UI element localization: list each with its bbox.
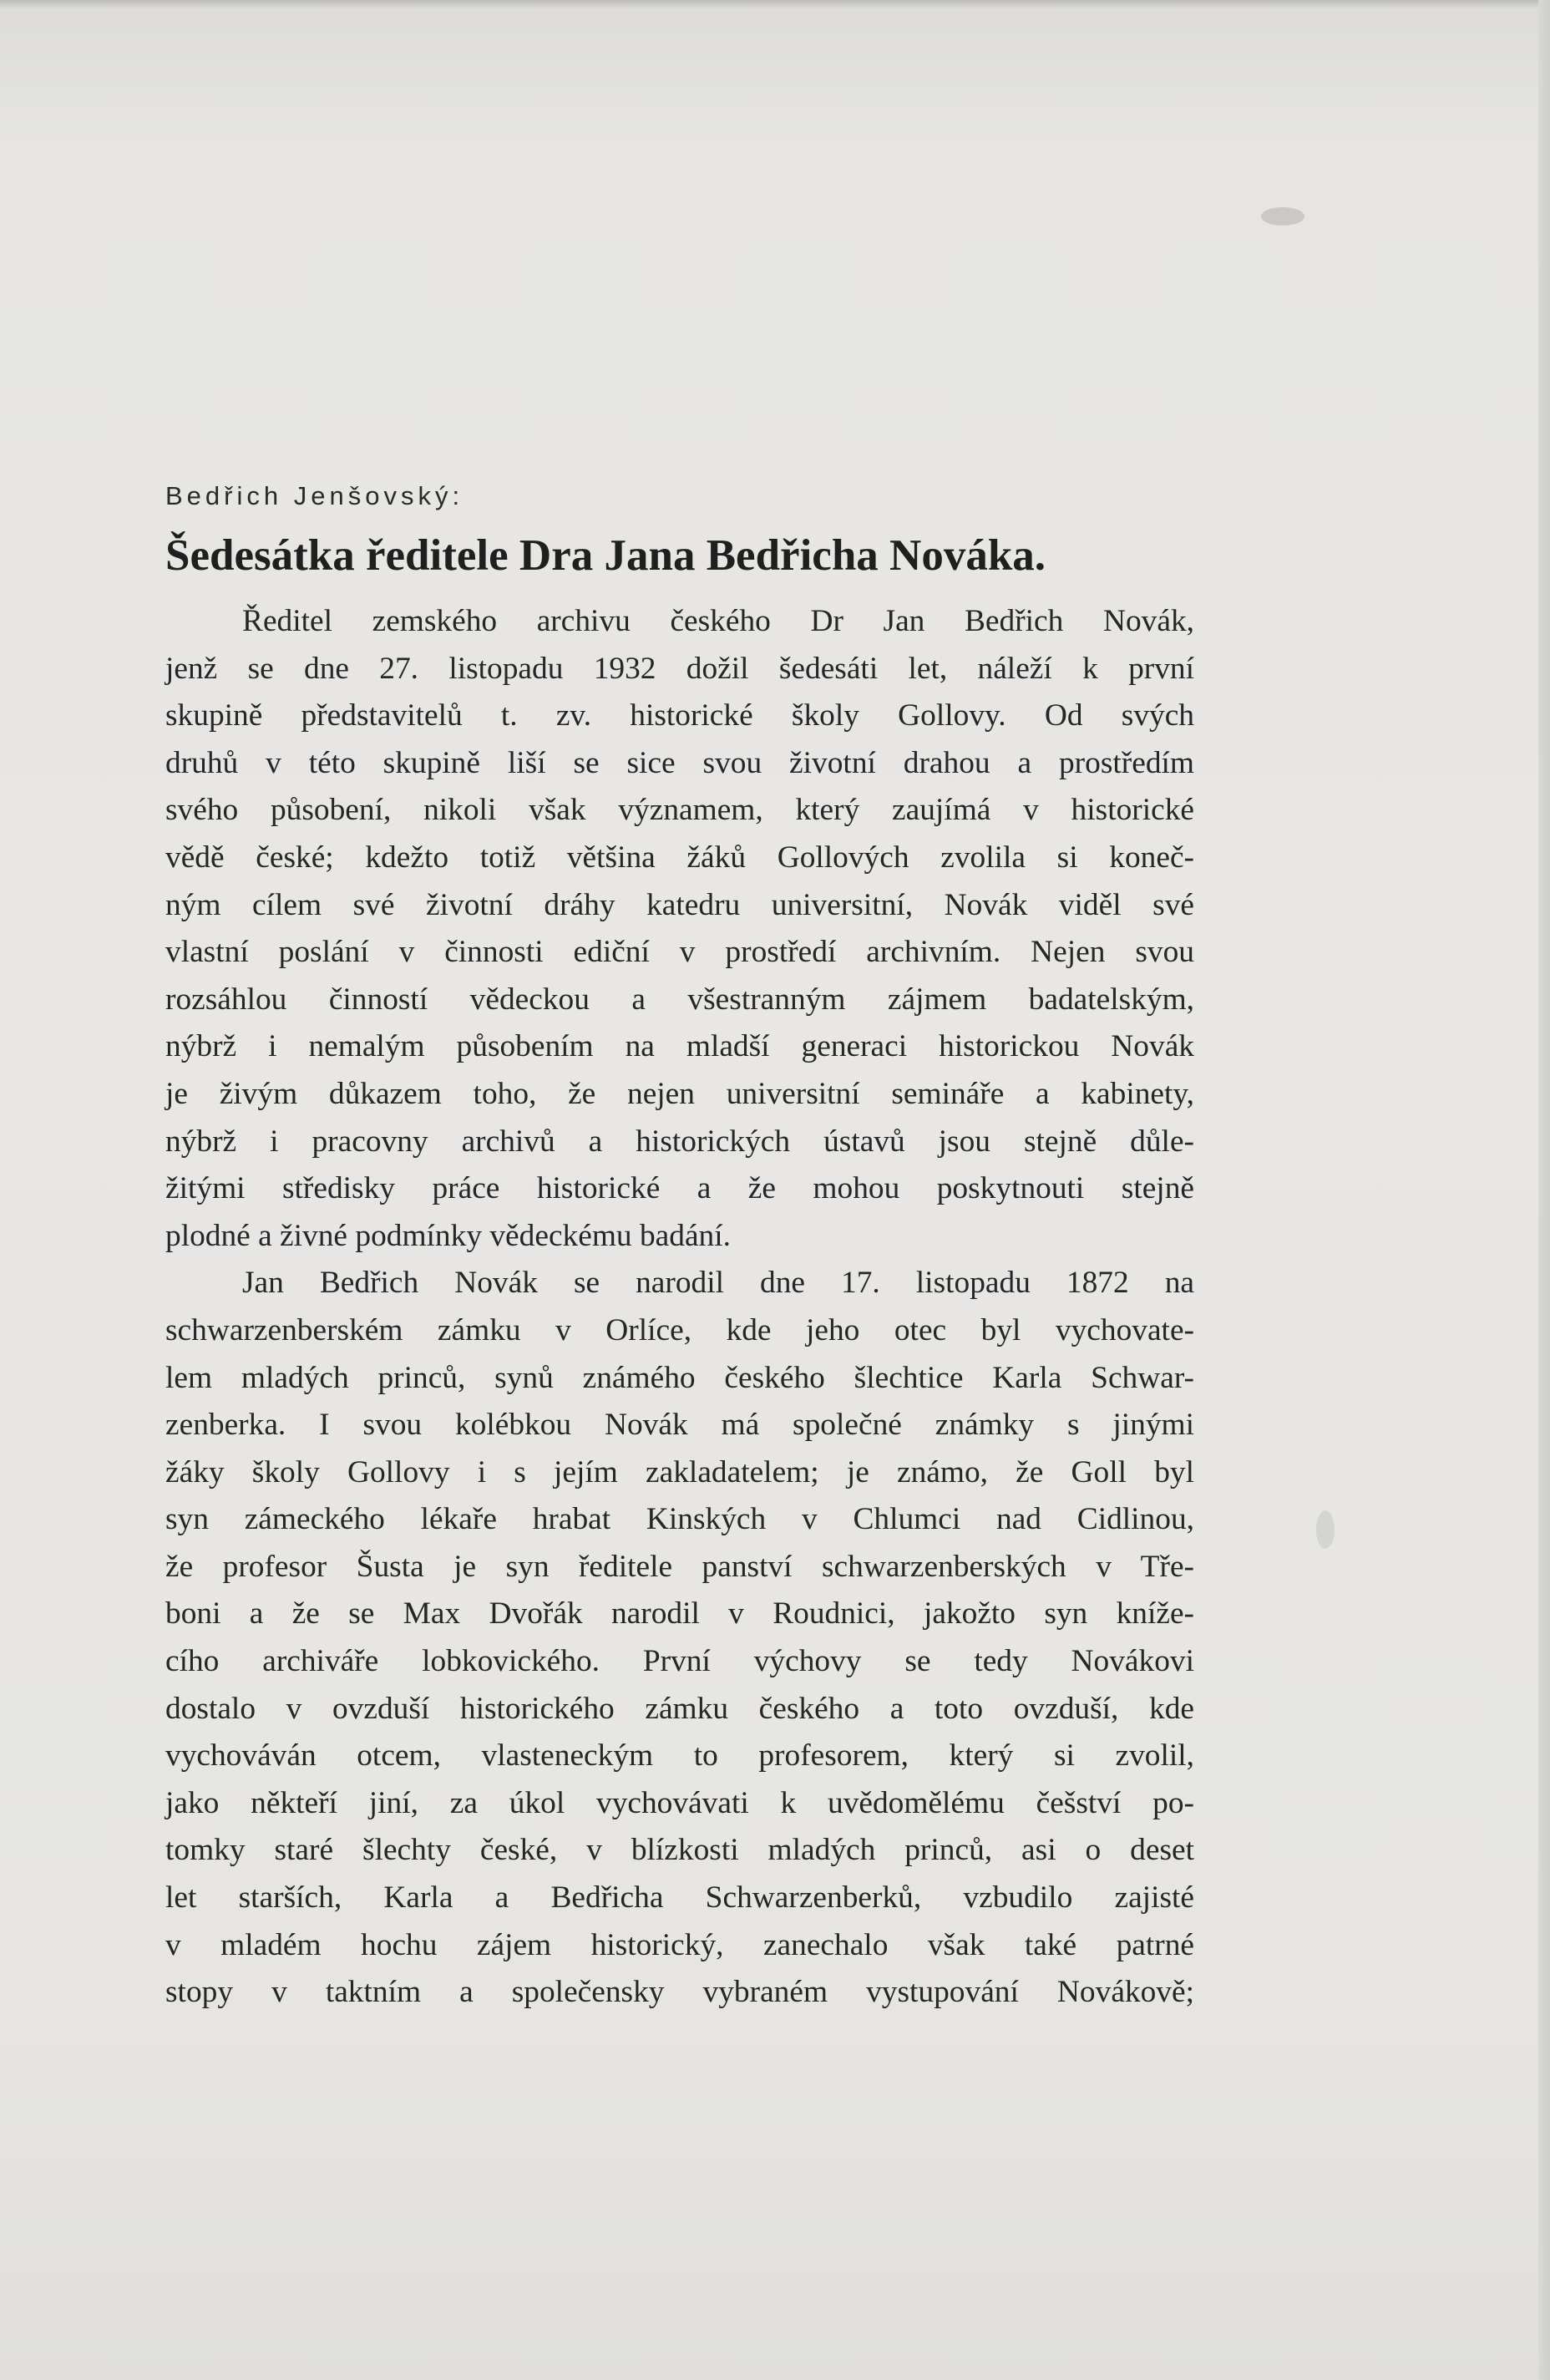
text-line: lem mladých princů, synů známého českého šlechtice Karla Schwar- [165,1360,1194,1395]
paragraph-2 [165,1260,1194,2017]
text-line: jenž se dne 27. listopadu 1932 dožil šedesáti let, náleží k první [165,651,1194,686]
text-line: vychováván otcem, vlasteneckým to profesorem, který si zvolil, [165,1738,1194,1774]
ink-smudge [1316,1510,1335,1549]
text-line: Ředitel zemského archivu českého Dr Jan Bedřich Novák, [242,604,1194,638]
text-line: žitými středisky práce historické a že mohou poskytnouti stejně [165,1171,1194,1206]
text-line: skupině představitelů t. zv. historické školy Gollovy. Od svých [165,698,1194,733]
text-line: vědě české; kdežto totiž většina žáků Gollových zvolila si koneč- [165,840,1194,875]
text-line: rozsáhlou činností vědeckou a všestranným zájmem badatelským, [165,982,1194,1017]
text-line: stopy v taktním a společensky vybraném vystupování Novákově; [165,1975,1194,2010]
text-line: boni a že se Max Dvořák narodil v Roudnici, jakožto syn kníže- [165,1596,1194,1631]
paragraph-1 [165,598,1194,1260]
text-line: schwarzenberském zámku v Orlíce, kde jeho otec byl vychovate- [165,1312,1194,1347]
text-line: žáky školy Gollovy i s jejím zakladatelem; je známo, že Goll byl [165,1454,1194,1489]
ink-smudge [1261,207,1304,226]
text-line: svého působení, nikoli však významem, který zaujímá v historické [165,793,1194,828]
article [165,478,1194,2017]
text-line: plodné a živné podmínky vědeckému badání. [165,1218,731,1253]
text-line: let starších, Karla a Bedřicha Schwarzenberků, vzbudilo zajisté [165,1880,1194,1916]
text-line: zenberka. I svou kolébkou Novák má společné známky s jinými [165,1408,1194,1443]
text-line: nýbrž i nemalým působením na mladší generaci historickou Novák [165,1029,1194,1064]
text-line: je živým důkazem toho, že nejen universitní semináře a kabinety, [165,1076,1194,1111]
text-line: Jan Bedřich Novák se narodil dne 17. listopadu 1872 na [242,1266,1194,1301]
text-line: druhů v této skupině liší se sice svou životní drahou a prostředím [165,745,1194,780]
text-line: jako někteří jiní, za úkol vychovávati k uvědomělému češství po- [165,1785,1194,1820]
page-right-edge [1538,0,1550,2380]
text-line: syn zámeckého lékaře hrabat Kinských v Chlumci nad Cidlinou, [165,1502,1194,1537]
page-top-edge [0,0,1550,8]
text-line: že profesor Šusta je syn ředitele panství schwarzenberských v Tře- [165,1549,1194,1584]
text-line: nýbrž i pracovny archivů a historických ústavů jsou stejně důle- [165,1124,1194,1159]
text-line: tomky staré šlechty české, v blízkosti mladých princů, asi o deset [165,1833,1194,1868]
article-title: Šedesátka ředitele Dra Jana Bedřicha Nováka. [165,531,1046,580]
text-line: vlastní poslání v činnosti ediční v prostředí archivním. Nejen svou [165,935,1194,970]
text-line: dostalo v ovzduší historického zámku českého a toto ovzduší, kde [165,1691,1194,1726]
text-line: v mladém hochu zájem historický, zanechalo však také patrné [165,1927,1194,1962]
article-author: Bedřich Jenšovský: [165,481,464,510]
text-line: ným cílem své životní dráhy katedru universitní, Novák viděl své [165,887,1194,922]
text-line: cího archiváře lobkovického. První výchovy se tedy Novákovi [165,1644,1194,1679]
